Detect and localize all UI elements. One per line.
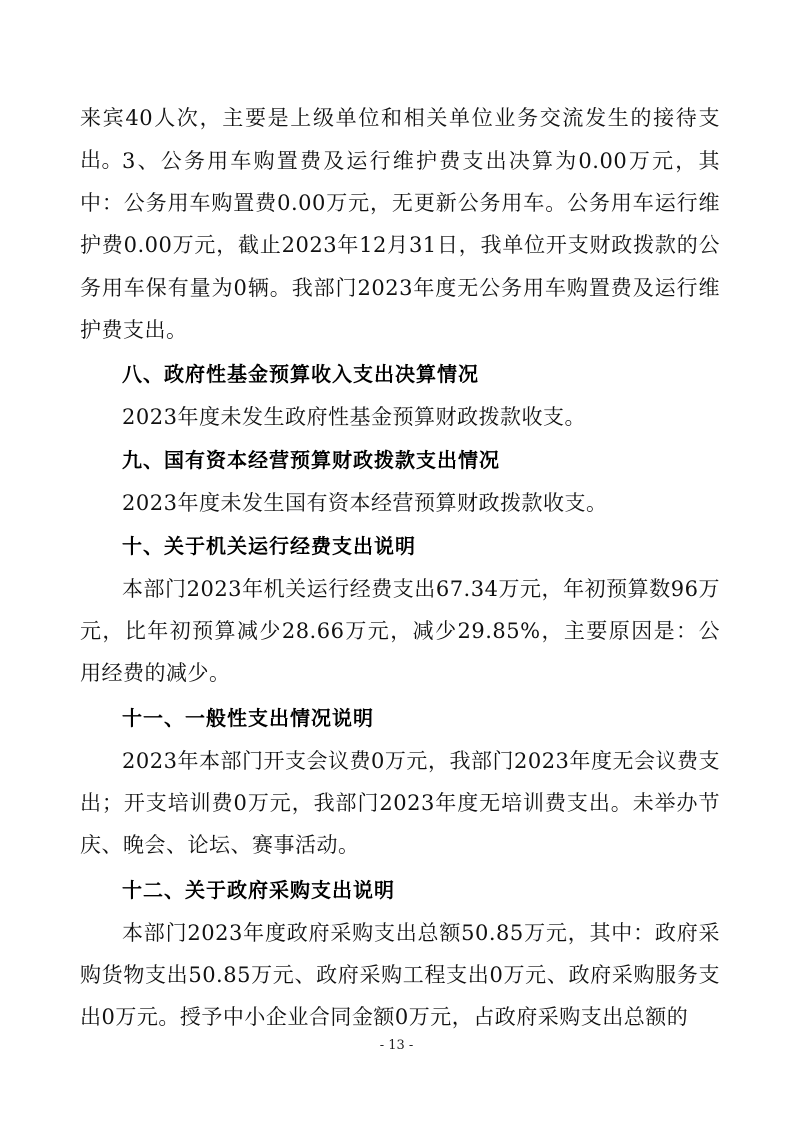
paragraph-reception-continuation: 来宾40人次，主要是上级单位和相关单位业务交流发生的接待支出。 [80,106,720,173]
paragraph-government-fund-budget: 2023年度未发生政府性基金预算财政拨款收支。 [122,405,586,429]
paragraph-official-vehicles: 3、公务用车购置费及运行维护费支出决算为0.00万元，其中：公务用车购置费0.00万元，无更新公务用车。公务用车运行维护费0.00万元，截止2023年12月31日，我单位开支财政拨款的公务用车保有量为0辆。我部门2023年度无公务用车购置费及运行维护费支出。 [80,149,720,342]
paragraph-operating-expenses: 本部门2023年机关运行经费支出67.34万元，年初预算数96万元，比年初预算减少28.66万元，减少29.85%，主要原因是：公用经费的减少。 [80,577,720,686]
page-number: - 13 - [379,1038,414,1053]
heading-government-procurement: 十二、关于政府采购支出说明 [122,878,395,902]
paragraph-general-expenditure: 2023年本部门开支会议费0万元，我部门2023年度无会议费支出；开支培训费0万元，我部门2023年度无培训费支出。未举办节庆、晚会、论坛、赛事活动。 [80,749,720,858]
heading-operating-expenses: 十、关于机关运行经费支出说明 [122,534,416,558]
paragraph-state-capital-budget: 2023年度未发生国有资本经营预算财政拨款收支。 [122,491,608,515]
heading-state-capital-budget: 九、国有资本经营预算财政拨款支出情况 [122,448,500,472]
heading-general-expenditure: 十一、一般性支出情况说明 [122,706,374,730]
heading-government-fund-budget: 八、政府性基金预算收入支出决算情况 [122,362,479,386]
paragraph-government-procurement: 本部门2023年度政府采购支出总额50.85万元，其中：政府采购货物支出50.85万元、政府采购工程支出0万元、政府采购服务支出0万元。授予中小企业合同金额0万元，占政府采购支出总额的 [80,921,720,1030]
